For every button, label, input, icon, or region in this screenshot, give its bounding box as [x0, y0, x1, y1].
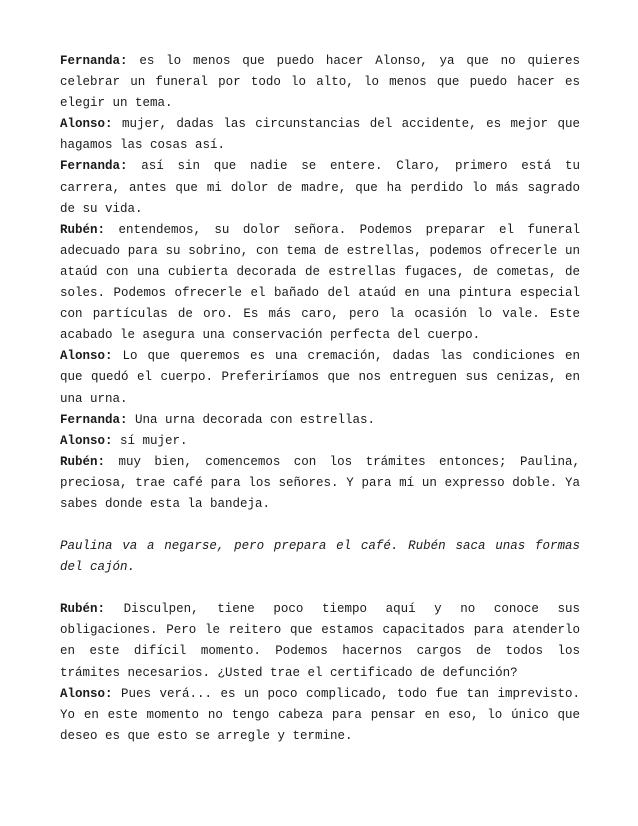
speaker-name: Fernanda: [60, 159, 128, 174]
dialogue-text: Una urna decorada con estrellas. [127, 412, 376, 427]
speaker-name: Fernanda: [60, 412, 128, 427]
dialogue-line [60, 220, 580, 347]
speaker-name: Alonso: [60, 433, 113, 448]
paragraph-spacer [60, 515, 580, 536]
dialogue-line [60, 156, 580, 219]
dialogue-line [60, 346, 580, 409]
dialogue-text: entendemos, su dolor señora. Podemos preparar el funeral adecuado para su sobrino, con tema de estrellas, podemos ofrecerle un ataúd con una cubierta decorada de estrellas fugaces, de cometas, de soles. Podemos ofrecerle el bañado del ataúd en una pintura especial con partículas de oro. Es más caro, pero la ocasión lo vale. Este acabado le asegura una conservación perfecta del cuerpo. [60, 222, 580, 343]
dialogue-text: Disculpen, tiene poco tiempo aquí y no conoce sus obligaciones. Pero le reitero que estamos capacitados para atenderlo en este difícil momento. Podemos hacernos cargos de todos los trámites necesarios. ¿Usted trae el certificado de defunción? [60, 602, 580, 680]
dialogue-text: sí mujer. [112, 433, 188, 448]
stage-direction: Paulina va a negarse, pero prepara el café. Rubén saca unas formas del cajón. [60, 539, 580, 575]
paragraph-spacer [60, 578, 580, 599]
dialogue-line [60, 410, 580, 431]
speaker-name: Alonso: [60, 117, 113, 132]
dialogue-line [60, 431, 580, 452]
speaker-name: Rubén: [60, 602, 106, 617]
dialogue-line [60, 599, 580, 683]
speaker-name: Rubén: [60, 454, 106, 469]
speaker-name: Alonso: [60, 686, 113, 701]
dialogue-text: es lo menos que puedo hacer Alonso, ya que no quieres celebrar un funeral por todo lo alto, lo menos que puedo hacer es elegir un tema. [60, 54, 580, 111]
dialogue-line [60, 684, 580, 747]
dialogue-line [60, 452, 580, 515]
dialogue-text: Lo que queremos es una cremación, dadas las condiciones en que quedó el cuerpo. Preferiríamos que nos entreguen sus cenizas, en una urna. [60, 349, 580, 406]
speaker-name: Rubén: [60, 222, 106, 237]
script-page [60, 51, 580, 747]
dialogue-text: mujer, dadas las circunstancias del accidente, es mejor que hagamos las cosas así. [60, 117, 580, 153]
dialogue-line [60, 114, 580, 156]
dialogue-text: así sin que nadie se entere. Claro, primero está tu carrera, antes que mi dolor de madre, que ha perdido lo más sagrado de su vida. [60, 159, 580, 216]
speaker-name: Fernanda: [60, 54, 128, 68]
speaker-name: Alonso: [60, 349, 113, 364]
dialogue-text: muy bien, comencemos con los trámites entonces; Paulina, preciosa, trae café para los señores. Y para mí un expresso doble. Ya sabes donde esta la bandeja. [60, 454, 580, 511]
dialogue-line [60, 51, 580, 114]
dialogue-text: Pues verá... es un poco complicado, todo fue tan imprevisto. Yo en este momento no tengo cabeza para pensar en eso, lo único que deseo es que esto se arregle y termine. [60, 686, 580, 743]
